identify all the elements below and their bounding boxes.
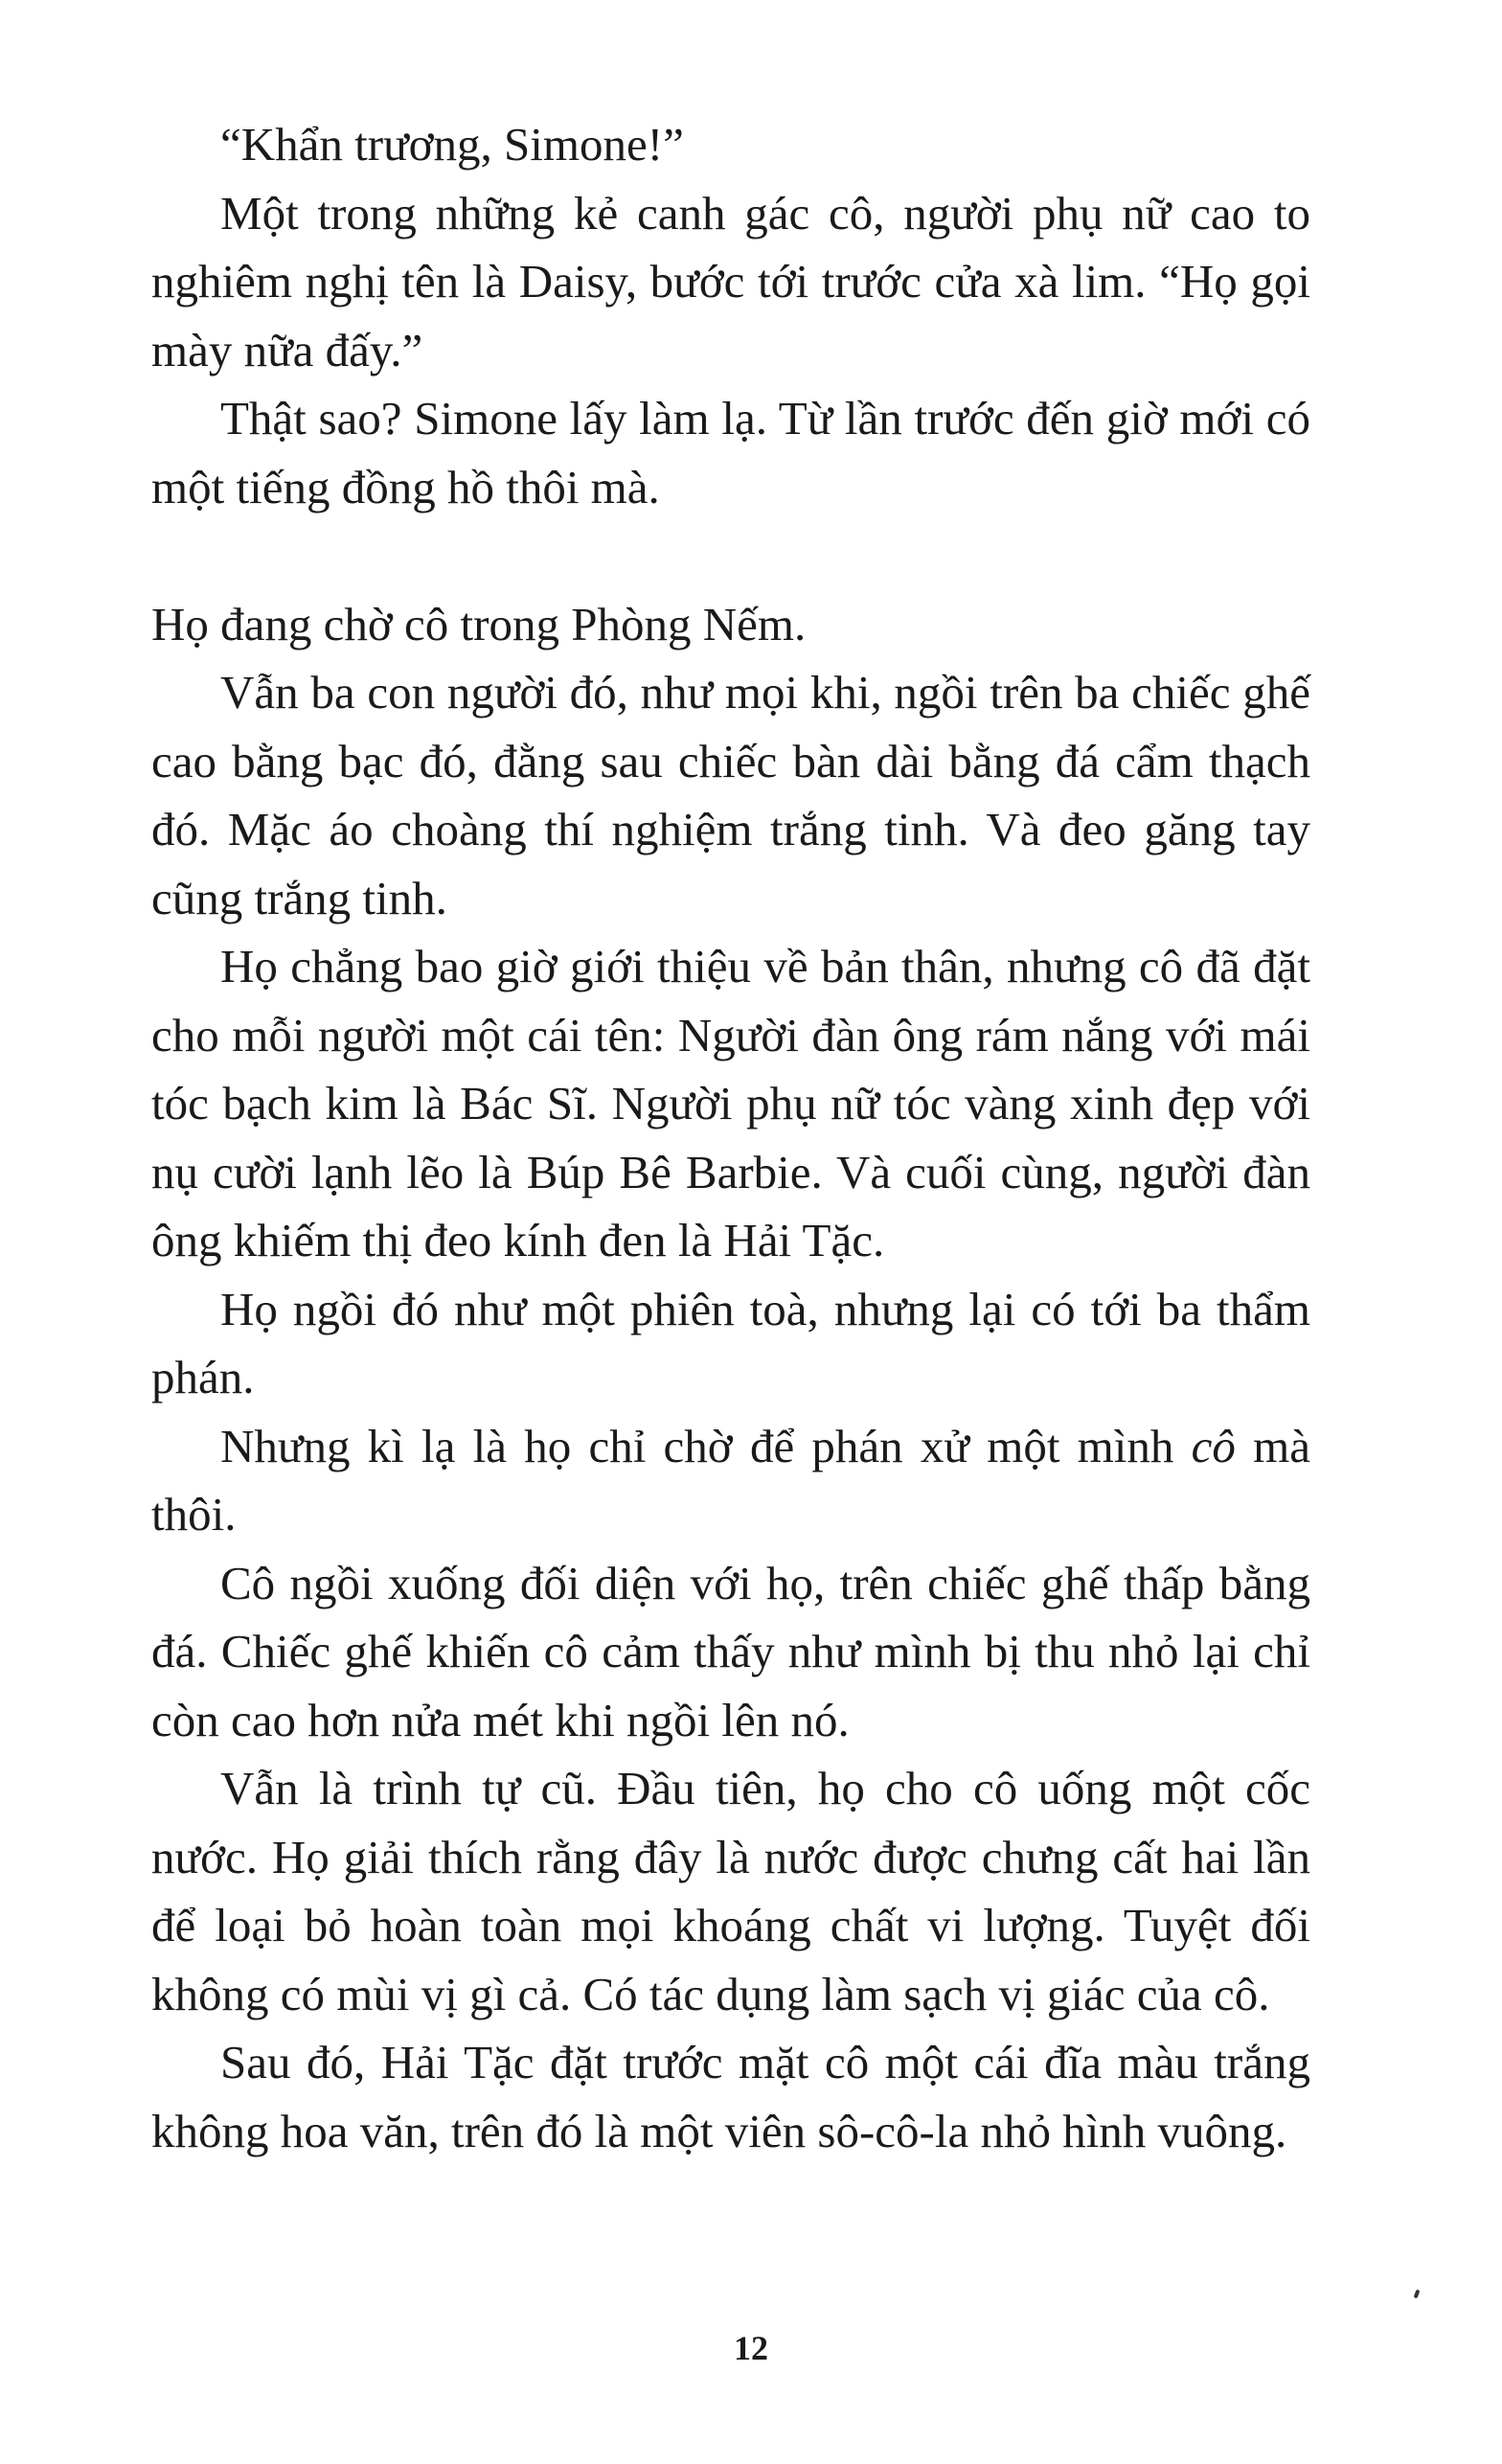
paragraph-6: Họ chẳng bao giờ giới thiệu về bản thân, nhưng cô đã đặt cho mỗi người một cái tên: Người đàn ông rám nắng với mái tóc bạch kim là Bác Sĩ. Người phụ nữ tóc vàng xinh đẹp với nụ cười lạnh lẽo là Búp Bê Barbie. Và cuối cùng, người đàn ông khiếm thị đeo kính đen là Hải Tặc. bbox=[151, 940, 1310, 1266]
paragraph-9: Cô ngồi xuống đối diện với họ, trên chiếc ghế thấp bằng đá. Chiếc ghế khiến cô cảm thấy như mình bị thu nhỏ lại chỉ còn cao hơn nửa mét khi ngồi lên nó. bbox=[151, 1556, 1310, 1746]
paragraph-8 bbox=[151, 1412, 1310, 1549]
paragraph-7: Họ ngồi đó như một phiên toà, nhưng lại có tới ba thẩm phán. bbox=[151, 1282, 1310, 1403]
paragraph-10: Vẫn là trình tự cũ. Đầu tiên, họ cho cô uống một cốc nước. Họ giải thích rằng đây là nước được chưng cất hai lần để loại bỏ hoàn toàn mọi khoáng chất vi lượng. Tuyệt đối không có mùi vị gì cả. Có tác dụng làm sạch vị giác của cô. bbox=[151, 1762, 1310, 2020]
paragraph-1: “Khẩn trương, Simone!” bbox=[220, 118, 684, 171]
paragraph-8-start: Nhưng kì lạ là họ chỉ chờ để phán xử một mình bbox=[220, 1419, 1192, 1472]
paragraph-4: Họ đang chờ cô trong Phòng Nếm. bbox=[151, 597, 807, 650]
paragraph-8-end: mà thôi. bbox=[151, 1419, 1310, 1540]
paragraph-2: Một trong những kẻ canh gác cô, người phụ nữ cao to nghiêm nghị tên là Daisy, bước tới trước cửa xà lim. “Họ gọi mày nữa đấy.” bbox=[151, 186, 1310, 376]
paragraph-5: Vẫn ba con người đó, như mọi khi, ngồi trên ba chiếc ghế cao bằng bạc đó, đằng sau chiếc bàn dài bằng đá cẩm thạch đó. Mặc áo choàng thí nghiệm trắng tinh. Và đeo găng tay cũng trắng tinh. bbox=[151, 666, 1310, 924]
paragraph-8-italic-word: cô bbox=[1191, 1419, 1236, 1472]
paragraph-3: Thật sao? Simone lấy làm lạ. Từ lần trước đến giờ mới có một tiếng đồng hồ thôi mà. bbox=[151, 392, 1310, 513]
body-text bbox=[151, 110, 1310, 2165]
page-number: 12 bbox=[734, 2329, 768, 2367]
paragraph-11: Sau đó, Hải Tặc đặt trước mặt cô một cái đĩa màu trắng không hoa văn, trên đó là một viên sô-cô-la nhỏ hình vuông. bbox=[151, 2036, 1310, 2157]
ink-speck bbox=[1414, 2290, 1421, 2299]
